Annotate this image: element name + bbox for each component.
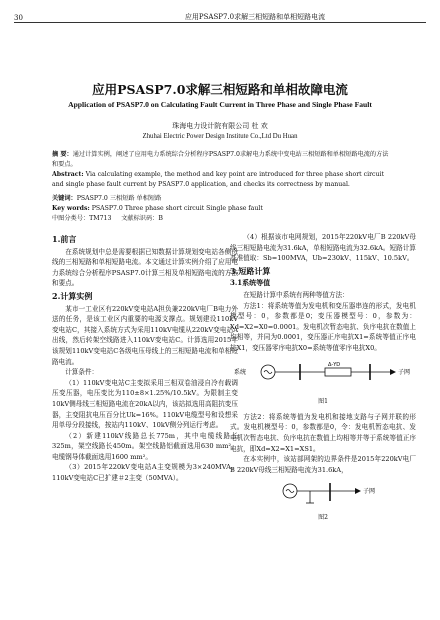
condition-item-2: （2）新建110kV线路总长775m，其中电缆线路长325m，架空线路长450m。架空线路铝截面选用630 mm²，电缆钢导体截面选用1600 mm²。 bbox=[52, 431, 238, 461]
section-1-title: 1.前言 bbox=[52, 234, 77, 244]
abstract-zh-label: 摘 要： bbox=[52, 151, 73, 158]
figure-2-diagram bbox=[230, 479, 416, 509]
sine-icon bbox=[264, 370, 272, 373]
figure-2-caption: 图2 bbox=[318, 513, 328, 521]
arrow-icon bbox=[390, 369, 396, 375]
figure-2 bbox=[230, 479, 416, 523]
method-intro: 在短路计算中系统有两种等值方法： bbox=[243, 290, 349, 299]
keywords-chinese bbox=[52, 194, 394, 204]
conditions-label: 计算条件： bbox=[65, 368, 99, 377]
abstract-en-text: Via calculating example, the method and key point are introduced for three phase short circuit and single phase fault current by PSASP7.0 application, and checks its correctness by manual. bbox=[52, 171, 384, 188]
doc-label: 文献标识码： bbox=[121, 215, 159, 222]
example-paragraph: 在本实例中，该站部网架的边界条件是2015年220kV电厂B 220kV母线三相短路电流为31.6kA， bbox=[230, 455, 416, 474]
abstract-zh-text: 通过计算实例，阐述了应用电力系统综合分析程序PSASP7.0求解电力系统中变电站三相短路和单相短路电流的方法和要点。 bbox=[52, 151, 389, 168]
section-3-1-title: 3.1系统等值 bbox=[230, 278, 271, 288]
condition-item-1: （1）110kV变电站C主变拟采用三相双卷油浸自冷有载调压变压器，电压变比为110±8×1.25%/10.5kV。为限制主变10kV侧母线三相短路电流在20kA以内，该站拟选用高阻抗变压器，主变阻抗电压百分比Uk=16%。110kV电缆型号和设想采用单母分段接线，按站内110kV、10kV侧分列运行考虑。 bbox=[52, 378, 238, 430]
right-column bbox=[230, 232, 416, 527]
figure-1-diagram bbox=[230, 358, 416, 394]
section-2-paragraph: 某市一工业区有220kV变电站A担负兼220kV电厂B电力外送的任务，是该工业区内重要的电源支撑点。规划建设110kV变电站C，其接入系统方式为采用110kV电缆从220kV变电站A出线，然后转架空线路进入110kV变电站C。计算选用2015年该规划110kV变电站C各级电压母线上的三相短路电流和单相短路电流。 bbox=[52, 304, 238, 366]
keywords-en: PSASP7.0 Three phase short circuit Single phase fault bbox=[91, 205, 263, 212]
class-value: TM713 bbox=[89, 215, 112, 222]
abstract-english bbox=[52, 170, 394, 190]
classification bbox=[52, 214, 394, 224]
section-3-title: 3.短路计算 bbox=[230, 265, 271, 276]
left-column bbox=[52, 232, 238, 484]
figure-1-caption: 图1 bbox=[318, 398, 328, 406]
keywords-english bbox=[52, 204, 394, 214]
method-2-paragraph: 方法2：将系统等值为发电机和接地支路与子网并联的形式。发电机模型号：0，参数都是0，令：发电机暂态电抗、发电机次暂态电抗、负序电抗在数值上均相等并等于系统等值正序电抗，即Xd=X2=X1=XS1。 bbox=[230, 412, 416, 453]
fig1-tx-label: Δ-YD bbox=[328, 361, 341, 368]
keywords-en-label: Key words: bbox=[52, 205, 90, 212]
abstract-chinese bbox=[52, 150, 394, 170]
class-label: 中图分类号： bbox=[52, 215, 90, 222]
running-title: 应用PSASP7.0求解三相短路和单相短路电流 bbox=[184, 13, 326, 21]
doc-value: B bbox=[158, 215, 163, 222]
keywords-zh: PSASP7.0 三相短路 单相短路 bbox=[76, 195, 162, 202]
method-1-paragraph: 方法1：将系统等值为发电机和变压器串连的形式，发电机模型号：0，参数都是0；变压器模型号：0，参数为：Xd=X2=X0=0.0001。发电机次暂态电抗、负序电抗在数值上均相等，并同为0.0001，变压器正序电抗X1=系统等值正序电抗X1，变压器零序电抗X0=系统等值零序电抗X0。 bbox=[230, 301, 416, 352]
author-english: Zhuhai Electric Power Design Institute Co.,Ltd Du Huan bbox=[142, 133, 298, 140]
sine-icon bbox=[286, 490, 294, 493]
title-chinese: 应用PSASP7.0求解三相短路和单相故障电流 bbox=[92, 82, 348, 97]
running-header bbox=[14, 6, 426, 23]
abstract-en-label: Abstract: bbox=[52, 171, 84, 178]
title-english: Application of PSASP7.0 on Calculating Fault Current in Three Phase and Single Phase Fault bbox=[68, 100, 372, 109]
figure-1 bbox=[230, 358, 416, 408]
page-number: 30 bbox=[14, 14, 23, 22]
author-chinese: 珠海电力设计院有限公司 杜 欢 bbox=[172, 122, 268, 130]
condition-item-4: （4）根据该市电网规划，2015年220kV电厂B 220kV母线三相短路电流为31.6kA，单相短路电流为32.6kA。短路计算基准值取：Sb=100MVA，Ub=230kV、115kV、10.5kV。 bbox=[230, 233, 416, 263]
transformer-icon bbox=[325, 368, 351, 376]
fig1-system-label: 系统 bbox=[234, 368, 247, 376]
section-2-title: 2.计算实例 bbox=[52, 290, 93, 301]
section-1-paragraph: 在系统规划中总是需要根据已知数据计算规划变电站各侧母线的三相短路和单相短路电流。本文通过计算实例介绍了应用电力系统综合分析程序PSASP7.0计算三相及单相短路电流的方法和要点。 bbox=[52, 247, 238, 288]
fig2-load-label: 子网 bbox=[363, 488, 376, 496]
keywords-zh-label: 关键词： bbox=[52, 195, 77, 202]
condition-item-3: （3）2015年220kV变电站A主变规模为3×240MVA，110kV变电站C已扩建＃2主变（50MVA）。 bbox=[52, 463, 238, 483]
arrow-icon bbox=[355, 488, 361, 494]
fig1-load-label: 子网 bbox=[398, 368, 411, 376]
